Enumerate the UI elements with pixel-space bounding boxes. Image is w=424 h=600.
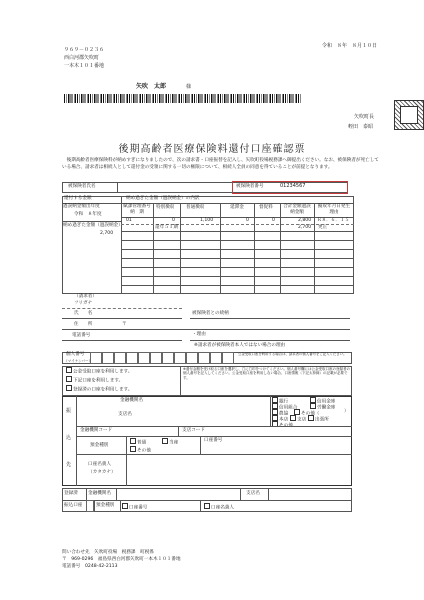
br-other-label: その他: [279, 423, 293, 429]
office-acct-text: 口座番号: [129, 505, 148, 511]
recipient-name: 矢吹 太郎: [136, 83, 167, 90]
choice-public[interactable]: [66, 367, 132, 376]
row1-reason: 更正: [318, 225, 328, 230]
type-other-label: その他（: [301, 411, 320, 417]
office-reg-label: 登録済: [64, 491, 78, 496]
footer-address: 〒 969-0296 福島県西白河郡矢吹町一本木１０１番地: [62, 557, 181, 562]
refund-left-header: 還付する金額: [64, 196, 92, 201]
col-normal: 普通徴収: [186, 205, 205, 210]
checkbox-below[interactable]: [66, 376, 72, 382]
holder-label: 口座名義人: [88, 462, 111, 467]
row-line-1: [121, 231, 354, 232]
office-div-g: [200, 500, 201, 512]
bank-side-divider: [76, 396, 77, 486]
mynumber-digit-1[interactable]: [90, 352, 102, 364]
mynumber-digit-7[interactable]: [162, 352, 174, 364]
bank-line-3: [76, 454, 352, 455]
postal-barcode: [64, 94, 302, 103]
footer-contact: 問い合わせ先 矢吹町役場 税務課 町税係: [62, 550, 154, 555]
col-category: 賦課管理番号 納 期: [123, 204, 151, 215]
choice-note: ※還付金額を受け取る口座を選択し、□に□印をつけてください。個人番号欄には公金受取口座の登録者の個人番号を記入してください。公金受取口座を利用しない場合、口座情報（下記太枠線）の記載が必要です。: [183, 367, 351, 380]
row1-total2: 2,700: [298, 225, 312, 230]
insured-number-label: 被保険者番号: [236, 184, 264, 189]
mynumber-digit-6[interactable]: [150, 352, 162, 364]
insured-number: 01234567: [280, 183, 306, 189]
official-seal: [394, 100, 424, 130]
row-line-7: [121, 285, 354, 286]
mynumber-digit-8[interactable]: [174, 352, 186, 364]
mynumber-digit-11[interactable]: [210, 352, 222, 364]
reason-line: [190, 340, 350, 341]
deposit-futsu-label: 普通: [137, 440, 147, 446]
br-branch-label: 支店: [297, 417, 307, 423]
row1-total: 2,800: [298, 218, 312, 223]
office-holder-text: 口座名義人: [211, 505, 234, 511]
individual-number-sub: （マイナンバー）: [64, 359, 93, 363]
row1-fee: 0: [272, 218, 275, 223]
postal-code: ９６９－０２３６: [64, 47, 105, 53]
claimant-address-label: 住 所: [74, 322, 93, 327]
mynumber-digit-2[interactable]: [102, 352, 114, 364]
mynumber-digit-3[interactable]: [114, 352, 126, 364]
office-div-b: [116, 488, 117, 500]
choice-divider: [180, 366, 181, 396]
individual-number-note: 公金受取口座を利用する場合は、請求者の個人番号をご記入ください。: [238, 352, 347, 356]
type-credit-label: 信用組合: [279, 405, 298, 411]
office-deposit-label: 預金種別: [96, 503, 115, 508]
type-nokyo-label: 農協: [279, 411, 289, 417]
choice-public-label: 公金受取口座を利用します。: [73, 369, 133, 375]
reason-label: ・理由: [192, 332, 206, 337]
office-branch-label: 支店名: [246, 491, 260, 496]
office-transfer-label: 振込口座: [64, 503, 83, 508]
choice-registered[interactable]: [66, 385, 132, 394]
type-shinkin-label: 信用金庫: [317, 399, 336, 405]
refund-total: 2,700: [100, 231, 114, 236]
office-holder-label: [204, 503, 234, 512]
br-office[interactable]: [308, 415, 329, 424]
code-divider: [178, 426, 179, 436]
row-line-3: [121, 249, 354, 250]
holder-divider: [126, 454, 127, 486]
br-main-label: 本店: [279, 417, 289, 423]
office-mid-line: [62, 500, 352, 501]
choice-below-label: 下記口座を利用します。: [73, 378, 124, 384]
account-number-label: 口座番号: [204, 438, 223, 443]
checkbox-registered[interactable]: [66, 385, 72, 391]
row1-special: 0: [172, 218, 175, 223]
checkbox-deposit-other[interactable]: [130, 446, 136, 452]
overpaid-year-label: 過誤納金額出年度: [63, 204, 100, 209]
office-div-d: [268, 488, 269, 500]
deposit-label: 預金種別: [90, 443, 109, 448]
mynumber-digit-5[interactable]: [138, 352, 150, 364]
account-divider: [200, 436, 201, 454]
office-div-c: [240, 488, 241, 500]
relation-label: 被保険者との続柄: [192, 311, 229, 316]
furigana-line: [62, 308, 182, 309]
issuer-org: 矢吹町長: [354, 114, 375, 120]
office-div-f: [120, 500, 121, 512]
recipient-suffix: 様: [186, 84, 192, 90]
deposit-touza[interactable]: [162, 438, 178, 447]
refund-total-label: 納め過ぎた金額（過誤納金）: [63, 223, 123, 228]
name-line: [62, 318, 182, 319]
row1-delay: 0: [246, 218, 249, 223]
mynumber-digit-10[interactable]: [198, 352, 210, 364]
bank-code-label: 金融機関コード: [80, 428, 113, 433]
address-line1: 西白河郡矢吹町: [64, 55, 100, 61]
type-rokin-label: 労働金庫: [317, 405, 336, 411]
deposit-touza-label: 当座: [169, 440, 179, 446]
overpaid-year: 令和 ８年度: [74, 212, 102, 217]
row2-text: 還年５１期: [155, 225, 178, 230]
office-acct-check: [122, 503, 128, 509]
holder-sub: （カタカナ）: [88, 470, 116, 475]
col-total: 合計金額過誤納金額: [283, 204, 311, 215]
detail-header: 納め過ぎた金額（過誤納金）の内訳: [126, 196, 200, 201]
branch-code-label: 支店コード: [182, 428, 205, 433]
row-line-4: [121, 258, 354, 259]
br-office-label: 出張所: [315, 417, 329, 423]
bank-type-divider: [270, 396, 271, 426]
row-line-2: [121, 240, 354, 241]
intro-text: 後期高齢者医療保険料が納めすぎになりましたので、次の請求書・口座振替を記入し、矢吹町役場税務課へ御提出ください。なお、被保険者が死亡している場合、請求者は相続人として還付金の受領に関する一切の権限について、相続人全員の同意を得ていることが前提となります。: [62, 158, 379, 170]
bank-line-2: [76, 436, 352, 437]
choice-below[interactable]: [66, 376, 123, 385]
reason-note: ※請求者が被保険者本人ではない場合の理由: [194, 343, 286, 348]
individual-number-label: 個人番号: [66, 352, 85, 357]
claimant-name-label: 氏 名: [74, 311, 93, 316]
checkbox-futsu[interactable]: [130, 438, 136, 444]
office-div-e: [94, 500, 95, 512]
checkbox-public[interactable]: [66, 367, 72, 373]
address-line2: 一本木１０１番地: [64, 63, 105, 69]
choice-registered-label: 登録済の口座を利用します。: [73, 387, 133, 393]
claimant-address-mark: 〒: [122, 322, 127, 327]
phone-line: [62, 340, 182, 341]
mynumber-digit-9[interactable]: [186, 352, 198, 364]
claimant-phone-label: 電話番号: [72, 333, 91, 338]
office-holder-check: [204, 503, 210, 509]
row-line-5: [121, 267, 354, 268]
bank-side-3: 先: [66, 462, 72, 468]
claimant-label: （請求者）: [74, 294, 97, 299]
institution-label: 金融機関名: [120, 398, 143, 403]
bank-side-1: 振: [66, 408, 72, 414]
deposit-other-label: その他: [137, 448, 151, 454]
col-fee: 督促料: [259, 205, 273, 210]
address-line: [62, 329, 350, 330]
deposit-divider: [126, 436, 127, 454]
bank-side-2: 込: [66, 435, 72, 441]
type-bank-label: 銀行: [279, 399, 289, 405]
relation-line: [190, 318, 350, 319]
refund-line-left: [62, 221, 121, 222]
insured-name-label: 被保険者氏名: [68, 184, 96, 189]
row1-date: Ｒ８．６．１５: [317, 218, 350, 223]
issue-date: 令和 ８年 ８月１０日: [322, 43, 378, 49]
mynumber-digit-12[interactable]: [222, 352, 234, 364]
col-delay: 延滞金: [230, 205, 244, 210]
office-small-cell: [86, 500, 94, 512]
office-acct-label: [122, 503, 147, 512]
row1-normal: 1,100: [200, 218, 214, 223]
type-other-close: ）: [344, 409, 349, 414]
office-inst-label: 金融機関名: [88, 491, 111, 496]
branch-name-label: 支店名: [118, 412, 132, 417]
col-special: 特別徴収: [156, 205, 175, 210]
mynumber-digit-4[interactable]: [126, 352, 138, 364]
checkbox-touza[interactable]: [162, 438, 168, 444]
footer-phone: 電話番号 0248-42-2113: [62, 564, 118, 569]
row1-num: 01: [126, 218, 132, 223]
issuer-name: 蛭田 泰昭: [348, 124, 374, 130]
claimant-furigana: フリガナ: [74, 301, 93, 306]
col-date: 擬収年月日発生理由: [317, 204, 351, 215]
row-line-6: [121, 276, 354, 277]
checkbox-br-office[interactable]: [308, 415, 314, 421]
page-title: 後期高齢者医療保険料還付口座確認票: [118, 144, 306, 155]
